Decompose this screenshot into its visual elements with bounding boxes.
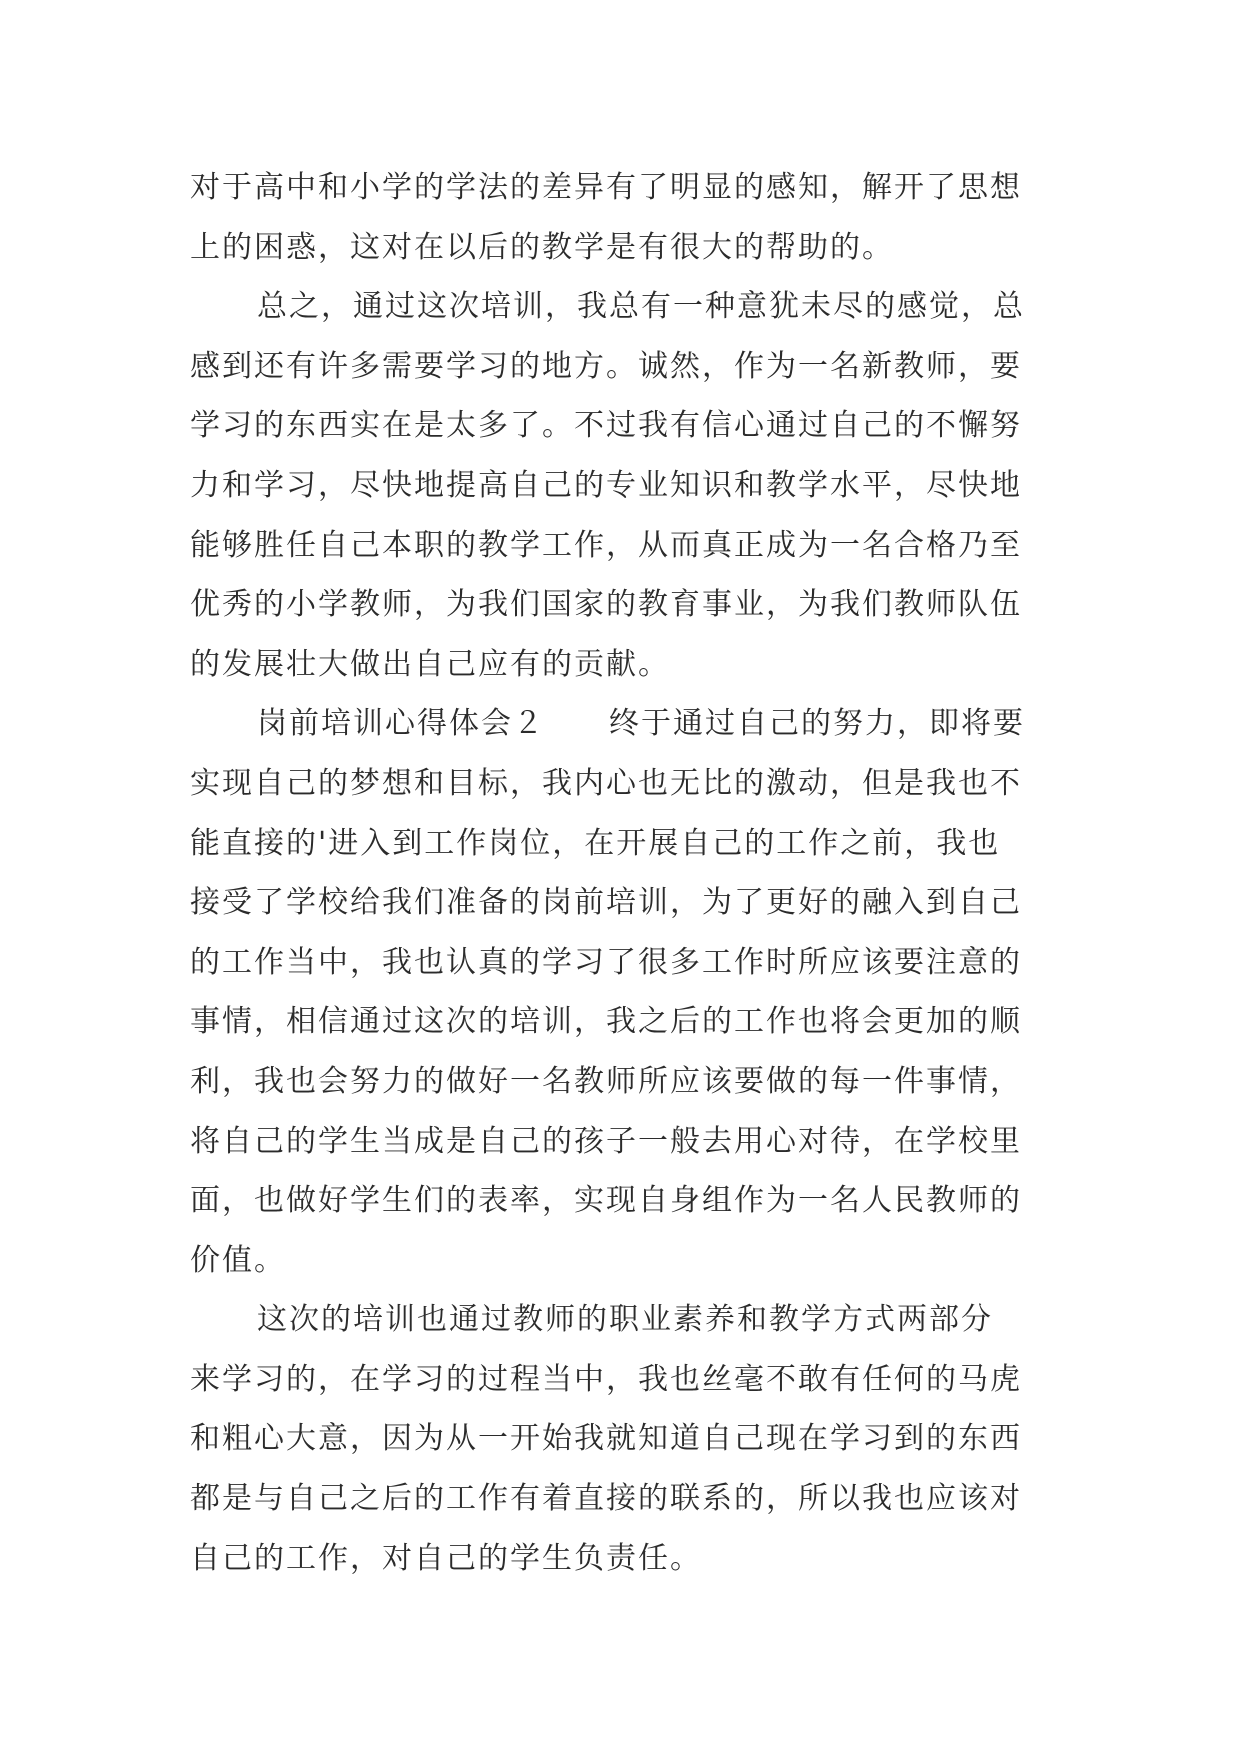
text-line: 能直接的'进入到工作岗位，在开展自己的工作之前，我也 xyxy=(190,825,1001,861)
text-line: 能够胜任自己本职的教学工作，从而真正成为一名合格乃至 xyxy=(190,527,1022,563)
text-line: 自己的工作，对自己的学生负责任。 xyxy=(190,1540,702,1576)
text-line: 力和学习，尽快地提高自己的专业知识和教学水平，尽快地 xyxy=(190,467,1022,503)
text-line: 利，我也会努力的做好一名教师所应该要做的每一件事情， xyxy=(190,1063,1022,1099)
text-line: 价值。 xyxy=(190,1242,286,1278)
text-line: 都是与自己之后的工作有着直接的联系的，所以我也应该对 xyxy=(190,1481,1022,1517)
text-line: 的工作当中，我也认真的学习了很多工作时所应该要注意的 xyxy=(190,944,1022,980)
paragraph-start-line: 这次的培训也通过教师的职业素养和教学方式两部分 xyxy=(257,1302,993,1338)
text-line: 的发展壮大做出自己应有的贡献。 xyxy=(190,646,670,682)
text-line: 面，也做好学生们的表率，实现自身组作为一名人民教师的 xyxy=(190,1183,1022,1219)
text-line: 实现自己的梦想和目标，我内心也无比的激动，但是我也不 xyxy=(190,765,1022,801)
text-line: 感到还有许多需要学习的地方。诚然，作为一名新教师，要 xyxy=(190,348,1022,384)
text-line: 上的困惑，这对在以后的教学是有很大的帮助的。 xyxy=(190,229,894,265)
text-line: 将自己的学生当成是自己的孩子一般去用心对待，在学校里 xyxy=(190,1123,1022,1159)
text-line: 来学习的，在学习的过程当中，我也丝毫不敢有任何的马虎 xyxy=(190,1361,1022,1397)
document-body xyxy=(190,158,1060,1588)
text-line: 和粗心大意，因为从一开始我就知道自己现在学习到的东西 xyxy=(190,1421,1022,1457)
paragraph-start-line: 总之，通过这次培训，我总有一种意犹未尽的感觉，总 xyxy=(257,289,1025,325)
text-line: 对于高中和小学的学法的差异有了明显的感知，解开了思想 xyxy=(190,170,1022,205)
text-line: 事情，相信通过这次的培训，我之后的工作也将会更加的顺 xyxy=(190,1004,1022,1040)
text-line: 优秀的小学教师，为我们国家的教育事业，为我们教师队伍 xyxy=(190,587,1022,623)
section-heading-line: 岗前培训心得体会２ 终于通过自己的努力，即将要 xyxy=(257,706,1025,742)
text-line: 学习的东西实在是太多了。不过我有信心通过自己的不懈努 xyxy=(190,408,1022,444)
text-line: 接受了学校给我们准备的岗前培训，为了更好的融入到自己 xyxy=(190,885,1022,921)
